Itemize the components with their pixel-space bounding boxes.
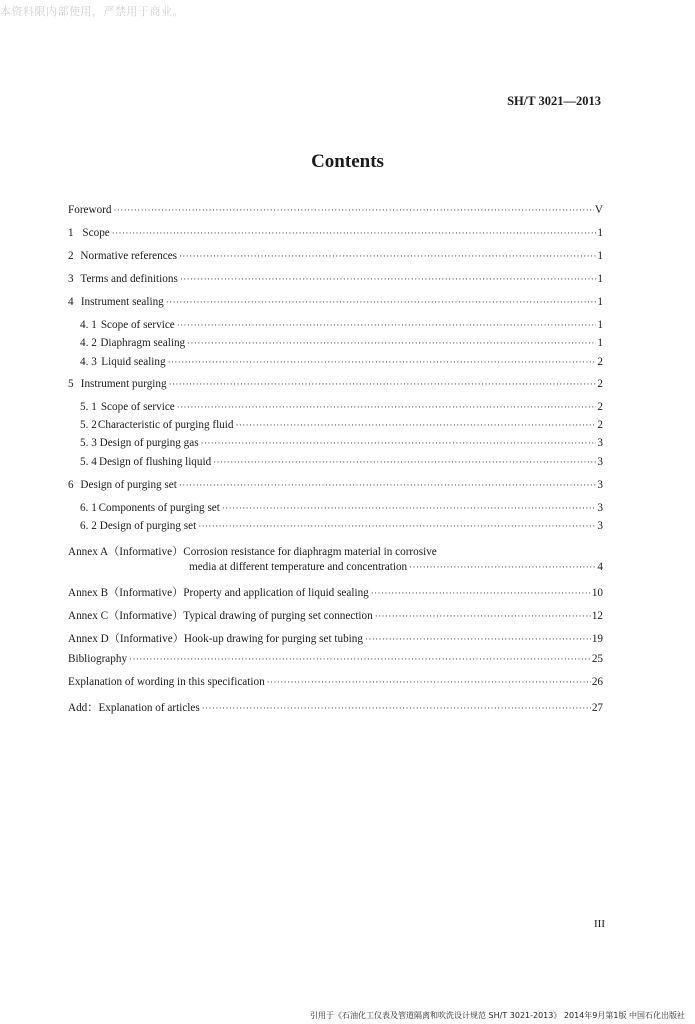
toc-number: 6. 2	[80, 520, 97, 532]
toc-leader	[168, 357, 597, 367]
toc-label: Annex C（Informative）Typical drawing of purging set connection	[68, 610, 373, 622]
toc-page: 3	[597, 479, 603, 491]
toc-label: Diaphragm sealing	[100, 337, 186, 349]
toc-entry-6-1[interactable]	[80, 502, 603, 517]
toc-page: 1	[597, 337, 603, 349]
toc-page: 27	[591, 702, 603, 714]
toc-label: Components of purging set	[98, 502, 220, 514]
toc-page: 3	[597, 502, 603, 514]
toc-label: Design of purging gas	[99, 437, 199, 449]
toc-label: Annex A（Informative）Corrosion resistance for diaphragm material in corrosive	[68, 546, 437, 558]
toc-entry-5-3[interactable]	[80, 437, 603, 452]
toc-page: 1	[597, 250, 603, 262]
page-title: Contents	[311, 151, 384, 172]
toc-entry-foreword[interactable]	[68, 204, 603, 219]
toc-page: 1	[597, 273, 603, 285]
toc-leader	[375, 611, 591, 621]
toc-entry-instrument-purging[interactable]	[68, 378, 603, 393]
toc-leader	[222, 503, 597, 513]
toc-number: 1	[68, 227, 74, 239]
toc-leader	[365, 634, 591, 644]
toc-leader	[112, 228, 597, 238]
toc-number: 4	[68, 296, 74, 308]
toc-label: Design of purging set	[80, 479, 177, 491]
toc-label: Design of flushing liquid	[99, 456, 212, 468]
toc-leader	[267, 677, 591, 687]
toc-leader	[177, 320, 597, 330]
toc-entry-design-of-purging-set[interactable]	[68, 479, 603, 494]
toc-page: 1	[597, 227, 603, 239]
toc-number: 5. 2	[80, 419, 97, 431]
toc-entry-bibliography[interactable]	[68, 653, 603, 668]
toc-page: 3	[597, 437, 603, 449]
toc-number: 6	[68, 479, 74, 491]
toc-page: 3	[597, 456, 603, 468]
toc-label: Liquid sealing	[101, 356, 166, 368]
toc-label: Bibliography	[68, 653, 128, 665]
toc-number: 4. 1	[80, 319, 97, 331]
page-number: III	[594, 918, 605, 930]
toc-label: Instrument purging	[80, 378, 167, 390]
toc-page: 2	[597, 401, 603, 413]
toc-label: Annex B（Informative）Property and application of liquid sealing	[68, 587, 369, 599]
standard-code: SH/T 3021—2013	[507, 94, 601, 108]
toc-number: 4. 3	[80, 356, 97, 368]
toc-number: 5	[68, 378, 74, 390]
toc-number: 5. 3	[80, 437, 97, 449]
toc-label: Normative references	[80, 250, 178, 262]
toc-entry-6-2[interactable]	[80, 520, 603, 535]
toc-entry-normative-references[interactable]	[68, 250, 603, 265]
toc-number: 4. 2	[80, 337, 97, 349]
toc-label: Scope of service	[100, 319, 175, 331]
citation-footer: 引用于《石油化工仪表及管道隔离和吹洗设计规范 SH/T 3021-2013》 2014年9月第1版 中国石化出版社	[310, 1011, 685, 1020]
toc-entry-scope[interactable]	[68, 227, 603, 242]
toc-page: 1	[597, 296, 603, 308]
toc-leader	[114, 205, 594, 215]
toc-leader	[198, 521, 596, 531]
toc-label: Add：Explanation of articles	[68, 702, 200, 714]
toc-page: 3	[597, 520, 603, 532]
toc-leader	[409, 562, 596, 572]
toc-leader	[235, 420, 596, 430]
toc-entry-terms-and-definitions[interactable]	[68, 273, 603, 288]
toc-leader	[166, 297, 597, 307]
toc-page: 2	[597, 419, 603, 431]
toc-entry-4-3[interactable]	[80, 356, 603, 371]
toc-leader	[201, 438, 597, 448]
toc-entry-annex-b[interactable]	[68, 584, 603, 599]
toc-number: 5. 4	[80, 456, 97, 468]
toc-label: Instrument sealing	[80, 296, 164, 308]
toc-page: 2	[597, 378, 603, 390]
toc-entry-annex-c[interactable]	[68, 607, 603, 622]
toc-leader	[371, 588, 591, 598]
toc-entry-explanation-of-articles[interactable]	[68, 699, 603, 714]
toc-leader	[129, 654, 591, 664]
toc-number: 3	[68, 273, 74, 285]
toc-entry-4-2[interactable]	[80, 337, 603, 352]
toc-number: 6. 1	[80, 502, 97, 514]
toc-label: Scope of service	[100, 401, 175, 413]
toc-leader	[187, 338, 596, 348]
toc-entry-5-2[interactable]	[80, 419, 603, 434]
toc-entry-annex-d[interactable]	[68, 630, 603, 645]
toc-label: Annex D（Informative）Hook-up drawing for purging set tubing	[68, 633, 363, 645]
toc-page: 12	[591, 610, 603, 622]
toc-page: V	[594, 204, 603, 216]
toc-page: 1	[597, 319, 603, 331]
toc-page: 26	[591, 676, 603, 688]
toc-leader	[180, 274, 597, 284]
toc-leader	[179, 251, 596, 261]
toc-number: 5. 1	[80, 401, 97, 413]
toc-label: Characteristic of purging fluid	[97, 419, 234, 431]
toc-leader	[177, 402, 597, 412]
toc-entry-4-1[interactable]	[80, 319, 603, 334]
toc-page: 4	[597, 561, 603, 573]
toc-number: 2	[68, 250, 74, 262]
toc-entry-instrument-sealing[interactable]	[68, 296, 603, 311]
toc-page: 2	[597, 356, 603, 368]
toc-label: Foreword	[68, 204, 112, 216]
toc-label: Design of purging set	[99, 520, 197, 532]
toc-label: media at different temperature and concentration	[189, 561, 408, 573]
watermark-text: 本资料限内部使用，严禁用于商业。	[0, 5, 184, 18]
toc-leader	[202, 703, 591, 713]
toc-leader	[179, 480, 597, 490]
toc-leader	[213, 457, 596, 467]
toc-page: 19	[591, 633, 603, 645]
toc-entry-5-4[interactable]	[80, 456, 603, 471]
toc-label: Scope	[82, 227, 110, 239]
toc-label: Terms and definitions	[80, 273, 178, 285]
toc-entry-5-1[interactable]	[80, 401, 603, 416]
toc-leader	[169, 379, 597, 389]
toc-page: 10	[591, 587, 603, 599]
toc-entry-explanation-of-wording[interactable]	[68, 676, 603, 691]
toc-entry-annex-a-continued[interactable]	[189, 561, 603, 576]
toc-page: 25	[591, 653, 603, 665]
toc-label: Explanation of wording in this specification	[68, 676, 265, 688]
toc-entry-annex-a[interactable]	[68, 543, 603, 558]
